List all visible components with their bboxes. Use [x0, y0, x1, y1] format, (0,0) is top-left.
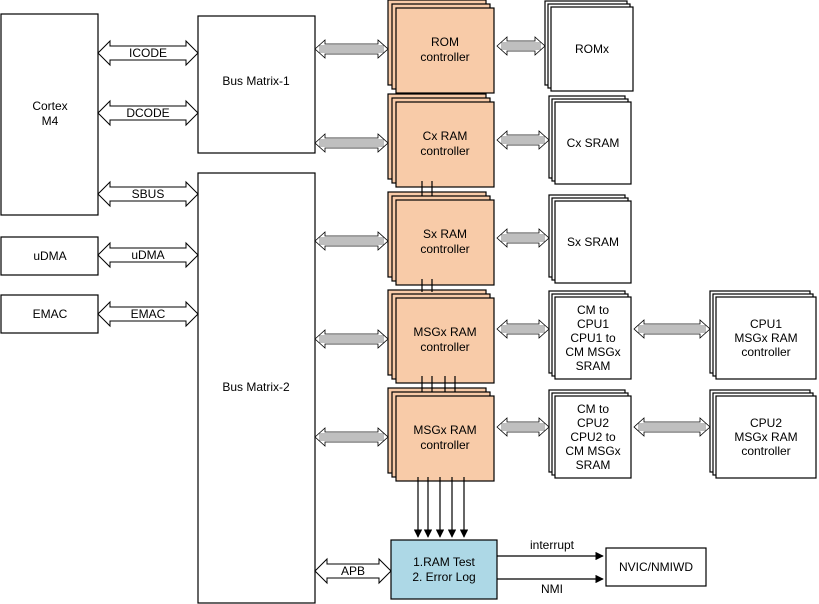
- udma-bus: [98, 243, 198, 267]
- nvic-block: [606, 548, 706, 586]
- cx-ram-controller-label-1: Cx RAM: [422, 129, 468, 143]
- cpu2-msgx-controller-label-3: controller: [741, 444, 791, 458]
- bus-matrix-1: [198, 16, 315, 153]
- sx-ram-controller: [315, 192, 494, 285]
- ram-test-label-2: 2. Error Log: [412, 570, 476, 584]
- cm-cpu2-memory-label-2: CPU2: [576, 416, 610, 430]
- cx-ram-controller: [315, 94, 494, 187]
- sram-to-cpu2-link: [634, 418, 710, 436]
- nvic-label: NVIC/NMIWD: [619, 560, 693, 574]
- cpu2-msgx-controller-label-2: MSGx RAM: [734, 430, 798, 444]
- msgx-ram-controller-1-bus-link: [315, 330, 388, 348]
- sbus-bus-label: SBUS: [131, 187, 165, 201]
- msgx-ram-controller-2-bus-link: [315, 428, 388, 446]
- ram-test-feed-arrows: [418, 477, 464, 537]
- msgx-ram-controller-2-label-2: controller: [420, 438, 470, 452]
- cx-ram-controller-bus-link: [315, 134, 388, 152]
- cm-cpu1-memory-label-2: CPU1: [576, 317, 610, 331]
- emac-bus-label: EMAC: [130, 307, 166, 321]
- rom-controller-bus-link: [315, 40, 388, 58]
- cortex-label-1: Cortex: [32, 99, 68, 113]
- interrupt-label: interrupt: [529, 538, 575, 552]
- apb-bus-label: APB: [340, 564, 366, 578]
- cm-cpu2-memory-label-4: CM MSGx: [565, 444, 621, 458]
- cm-cpu2-memory-label-5: SRAM: [575, 458, 611, 472]
- cx-sram-memory: [549, 96, 631, 184]
- dcode-bus-label: DCODE: [126, 106, 170, 120]
- bus-matrix-2: [198, 173, 315, 603]
- msg1-to-sram-link: [497, 320, 549, 338]
- msgx-ram-controller-1-label-1: MSGx RAM: [413, 325, 477, 339]
- emac-block: [1, 295, 98, 333]
- sx-sram-memory-label-1: Sx SRAM: [566, 235, 620, 249]
- cx-sram-memory-label-1: Cx SRAM: [566, 136, 620, 150]
- udma-label: uDMA: [33, 249, 67, 263]
- cpu1-msgx-controller: [710, 291, 816, 379]
- dcode-bus: [98, 101, 198, 125]
- cx-ram-controller-label-2: controller: [420, 144, 470, 158]
- cx-to-sram-link: [497, 131, 549, 149]
- sx-ram-controller-bus-link: [315, 232, 388, 250]
- udma-block: [1, 237, 98, 275]
- bus-matrix-1-label: Bus Matrix-1: [222, 74, 290, 88]
- icode-bus: [98, 41, 198, 65]
- msgx-ram-controller-1: [315, 290, 494, 383]
- rom-to-romx-link: [497, 37, 545, 55]
- cm-cpu1-memory-label-1: CM to: [576, 303, 610, 317]
- cpu2-msgx-controller-label-1: CPU2: [749, 416, 783, 430]
- sx-to-sram-link: [497, 229, 549, 247]
- apb-bus: [315, 559, 391, 583]
- emac-label: EMAC: [32, 307, 68, 321]
- sbus-bus: [98, 182, 198, 206]
- romx-memory-label-1: ROMx: [575, 42, 609, 56]
- cm-cpu1-memory-label-3: CPU1 to: [570, 331, 616, 345]
- sram-to-cpu1-link: [634, 320, 710, 338]
- cm-cpu2-memory: [549, 390, 631, 478]
- rom-controller-label-1: ROM: [431, 35, 459, 49]
- msgx-ram-controller-1-label-2: controller: [420, 340, 470, 354]
- cm-cpu2-memory-label-3: CPU2 to: [570, 430, 616, 444]
- bus-matrix-2-label: Bus Matrix-2: [222, 380, 290, 394]
- romx-memory: [545, 1, 633, 91]
- cm-cpu1-memory: [549, 291, 631, 379]
- emac-bus: [98, 302, 198, 326]
- cpu1-msgx-controller-label-2: MSGx RAM: [734, 331, 798, 345]
- nmi-label: NMI: [541, 582, 563, 596]
- rom-controller-label-2: controller: [420, 50, 470, 64]
- sx-sram-memory: [549, 195, 631, 283]
- cm-cpu1-memory-label-5: SRAM: [575, 359, 611, 373]
- cortex-m4-block: [1, 14, 98, 215]
- interrupt-signal: [497, 538, 603, 556]
- cpu1-msgx-controller-label-3: controller: [741, 345, 791, 359]
- memories: [497, 1, 816, 478]
- sx-ram-controller-label-1: Sx RAM: [422, 227, 468, 241]
- cortex-label-2: M4: [41, 114, 59, 128]
- controllers: [315, 0, 494, 481]
- nmi-signal: [497, 579, 603, 596]
- rom-controller: [315, 0, 494, 93]
- icode-bus-label: ICODE: [128, 46, 168, 60]
- cm-cpu1-memory-label-4: CM MSGx: [565, 345, 621, 359]
- msgx-ram-controller-2-label-1: MSGx RAM: [413, 423, 477, 437]
- cpu2-msgx-controller: [710, 390, 816, 478]
- sx-ram-controller-label-2: controller: [420, 242, 470, 256]
- cpu1-msgx-controller-label-1: CPU1: [749, 317, 783, 331]
- cm-cpu2-memory-label-1: CM to: [576, 402, 610, 416]
- msgx-ram-controller-2: [315, 388, 494, 481]
- ram-test-label-1: 1.RAM Test: [413, 555, 475, 569]
- udma-bus-label: uDMA: [131, 248, 165, 262]
- msg2-to-sram-link: [497, 418, 549, 436]
- ram-test-block: [391, 540, 497, 599]
